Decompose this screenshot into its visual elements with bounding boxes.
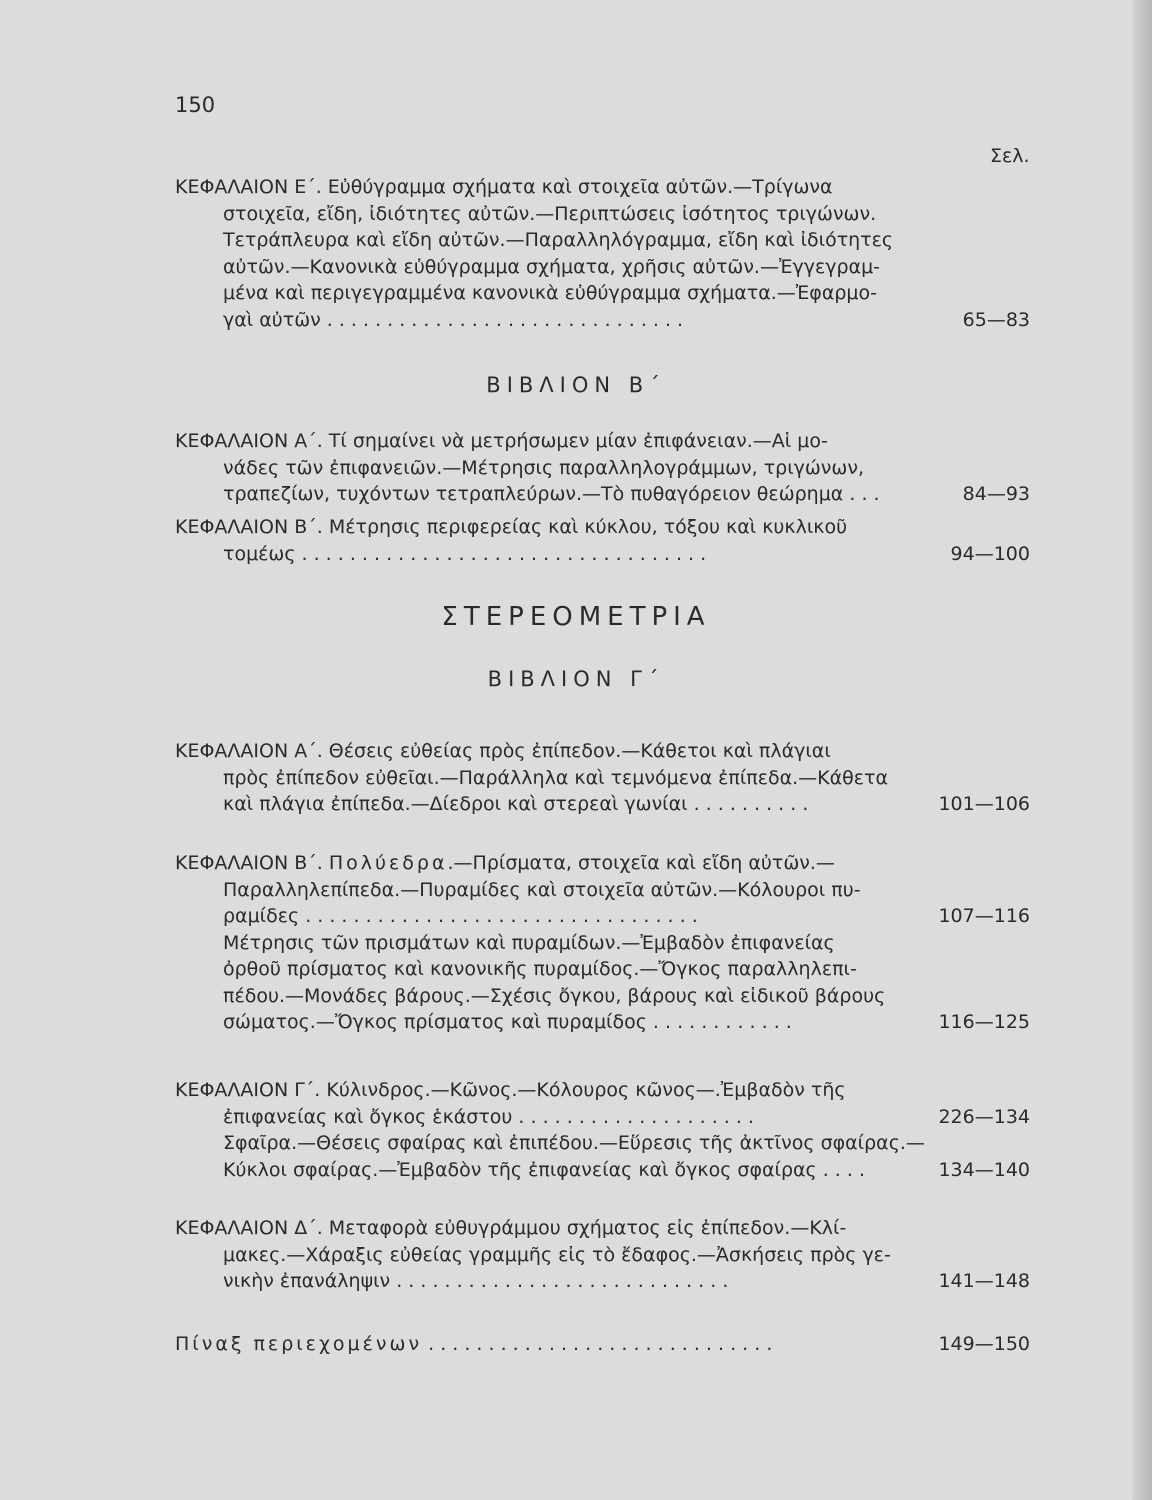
toc-entry-book-g-chapter-b	[175, 850, 1030, 1036]
toc-entry-book-g-chapter-a	[175, 738, 1030, 818]
page-range: 226—134	[938, 1105, 1030, 1128]
toc-line	[175, 1268, 1030, 1295]
toc-line: ΚΕΦΑΛΑΙΟΝ Α΄. Θέσεις εὐθείας πρὸς ἐπίπεδον.—Κάθετοι καὶ πλάγιαι	[175, 740, 831, 762]
page-range: 94—100	[950, 542, 1030, 565]
toc-line: πρὸς ἐπίπεδον εὐθεῖαι.—Παράλληλα καὶ τεμνόμενα ἐπίπεδα.—Κάθετα	[223, 766, 889, 789]
toc-entry-chapter-e	[175, 174, 1030, 333]
page-range: 116—125	[938, 1011, 1030, 1033]
toc-line: αὐτῶν.—Κανονικὰ εὐθύγραμμα σχήματα, χρῆσις αὐτῶν.—Ἐγγεγραμ-	[223, 255, 881, 278]
toc-line: ΚΕΦΑΛΑΙΟΝ Α΄. Τί σημαίνει νὰ μετρήσωμεν μίαν ἐπιφάνειαν.—Αἱ μο-	[175, 430, 828, 452]
toc-entry-book-b-chapter-b	[175, 514, 1030, 567]
toc-line: ΚΕΦΑΛΑΙΟΝ Δ΄. Μεταφορὰ εὐθυγράμμου σχήματος εἰς ἐπίπεδον.—Κλί-	[175, 1217, 847, 1239]
toc-line-text: καὶ πλάγια ἐπίπεδα.—Δίεδροι καὶ στερεαὶ γωνίαι . . . . . . . . . .	[223, 793, 809, 815]
toc-line-text: ἐπιφανείας καὶ ὄγκος ἑκάστου . . . . . . . . . . . . . . . . . . . .	[223, 1105, 754, 1128]
toc-line	[175, 850, 1030, 877]
toc-line-spaced-term: Πολύεδρα	[328, 852, 448, 874]
toc-line-dots: . . . . . . . . . . . . . . . . . . . . . . . . . . . . .	[428, 1333, 773, 1355]
toc-entry-book-g-chapter-d	[175, 1215, 1030, 1295]
page-range: 65—83	[962, 308, 1030, 331]
toc-line: Τετράπλευρα καὶ εἴδη αὐτῶν.—Παραλληλόγραμμα, εἴδη καὶ ἰδιότητες	[223, 229, 894, 251]
page-range: 84—93	[962, 483, 1030, 505]
toc-line-text: τομέως . . . . . . . . . . . . . . . . . . . . . . . . . . . . . . . . . .	[223, 542, 707, 565]
toc-line-text: νικὴν ἐπανάληψιν . . . . . . . . . . . . . . . . . . . . . . . . . . . .	[223, 1270, 729, 1292]
toc-line: νάδες τῶν ἐπιφανειῶν.—Μέτρησις παραλληλογράμμων, τριγώνων,	[223, 456, 864, 479]
toc-line	[175, 1009, 1030, 1036]
toc-line: πέδου.—Μονάδες βάρους.—Σχέσις ὄγκου, βάρους καὶ εἰδικοῦ βάρους	[223, 984, 886, 1007]
toc-line: ΚΕΦΑΛΑΙΟΝ Γ΄. Κύλινδρος.—Κῶνος.—Κόλουρος κῶνος—.Ἐμβαδὸν τῆς	[175, 1079, 846, 1101]
toc-line: ΚΕΦΑΛΑΙΟΝ Β΄. Μέτρησις περιφερείας καὶ κύκλου, τόξου καὶ κυκλικοῦ	[175, 516, 848, 538]
book-g-heading: ΒΙΒΛΙΟΝ Γ΄	[487, 667, 665, 691]
page-range: 134—140	[938, 1158, 1030, 1181]
toc-line	[175, 541, 1030, 568]
page-range: 141—148	[938, 1270, 1030, 1292]
toc-line: Παραλληλεπίπεδα.—Πυραμίδες καὶ στοιχεῖα αὐτῶν.—Κόλουροι πυ-	[223, 878, 861, 901]
toc-entry-book-b-chapter-a	[175, 428, 1030, 508]
toc-line: ὀρθοῦ πρίσματος καὶ κανονικῆς πυραμίδος.—Ὄγκος παραλληλεπι-	[223, 958, 857, 980]
toc-line: μακες.—Χάραξις εὐθείας γραμμῆς εἰς τὸ ἔδαφος.—Ἀσκήσεις πρὸς γε-	[223, 1243, 891, 1266]
toc-line-head: ΚΕΦΑΛΑΙΟΝ Β΄.	[175, 852, 323, 874]
page-range: 107—116	[938, 905, 1030, 927]
toc-line: μένα καὶ περιγεγραμμένα κανονικὰ εὐθύγραμμα σχήματα.—Ἐφαρμο-	[223, 282, 877, 304]
toc-line-spaced-term: Πίναξ περιεχομένων	[175, 1333, 423, 1355]
page-number: 150	[175, 93, 216, 117]
toc-line: Μέτρησις τῶν πρισμάτων καὶ πυραμίδων.—Ἐμβαδὸν ἐπιφανείας	[223, 931, 835, 954]
toc-line	[175, 1157, 1030, 1184]
page-column-label: Σελ.	[990, 145, 1030, 167]
toc-line	[175, 1104, 1030, 1131]
toc-line: ΚΕΦΑΛΑΙΟΝ Ε΄. Εὐθύγραμμα σχήματα καὶ στοιχεῖα αὐτῶν.—Τρίγωνα	[175, 176, 833, 198]
toc-line: στοιχεῖα, εἴδη, ἰδιότητες αὐτῶν.—Περιπτώσεις ἰσότητος τριγώνων.	[223, 202, 877, 225]
toc-entry-contents	[175, 1331, 1030, 1358]
book-b-heading: ΒΙΒΛΙΟΝ Β΄	[486, 373, 666, 397]
stereometry-heading: ΣΤΕΡΕΟΜΕΤΡΙΑ	[441, 602, 711, 632]
toc-line	[175, 791, 1030, 818]
toc-line-text: ραμίδες . . . . . . . . . . . . . . . . . . . . . . . . . . . . . . . . .	[223, 905, 698, 927]
page-edge-shadow	[1132, 0, 1152, 1500]
toc-line-text: γαὶ αὐτῶν . . . . . . . . . . . . . . . . . . . . . . . . . . . . . .	[223, 308, 684, 331]
toc-line	[175, 903, 1030, 930]
toc-line-text: .—Πρίσματα, στοιχεῖα καὶ εἴδη αὐτῶν.—	[447, 852, 835, 874]
toc-line-text: σώματος.—Ὄγκος πρίσματος καὶ πυραμίδος . . . . . . . . . . . .	[223, 1011, 792, 1033]
toc-line-text: τραπεζίων, τυχόντων τετραπλεύρων.—Τὸ πυθαγόρειον θεώρημα . . .	[223, 483, 880, 505]
toc-line	[175, 307, 1030, 334]
toc-entry-book-g-chapter-g	[175, 1077, 1030, 1183]
toc-line: Σφαῖρα.—Θέσεις σφαίρας καὶ ἐπιπέδου.—Εὕρεσις τῆς ἀκτῖνος σφαίρας.—	[223, 1132, 925, 1154]
page-range: 149—150	[938, 1333, 1030, 1355]
toc-line	[175, 481, 1030, 508]
page-range: 101—106	[938, 793, 1030, 815]
toc-line	[175, 1331, 1030, 1358]
toc-line-text: Κύκλοι σφαίρας.—Ἐμβαδὸν τῆς ἐπιφανείας καὶ ὄγκος σφαίρας . . . .	[223, 1158, 865, 1181]
